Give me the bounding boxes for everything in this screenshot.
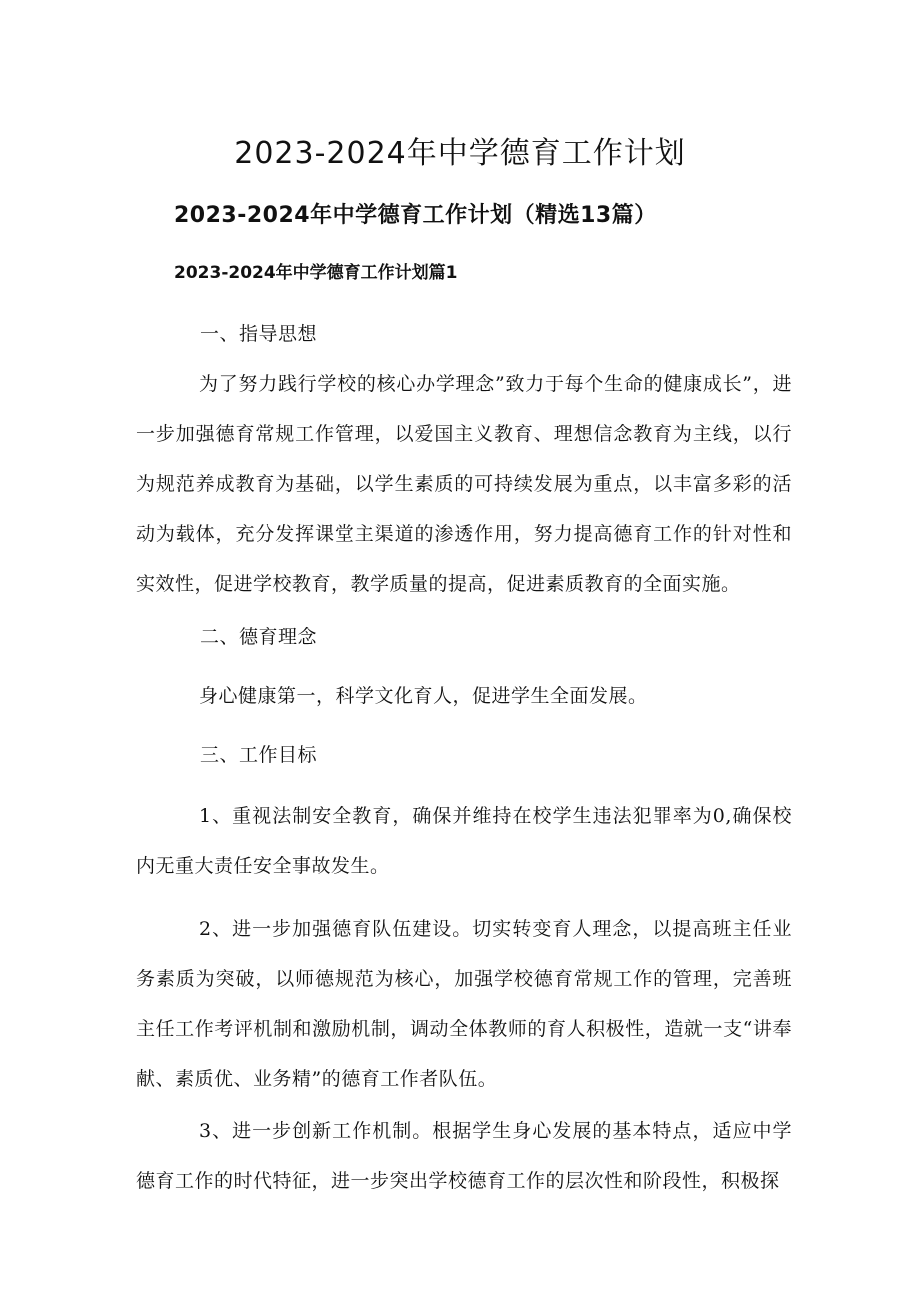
paragraph-goal-1: 1、重视法制安全教育，确保并维持在校学生违法犯罪率为0,确保校内无重大责任安全事故发生。 [136,805,792,877]
heading-work-goals: 三、工作目标 [200,744,318,766]
heading-guiding-ideology: 一、指导思想 [200,323,318,345]
document-title: 2023-2024年中学德育工作计划 [234,136,686,171]
document-subtitle: 2023-2024年中学德育工作计划（精选13篇） [174,203,657,228]
paragraph-goal-3: 3、进一步创新工作机制。根据学生身心发展的基本特点，适应中学德育工作的时代特征，进一步突出学校德育工作的层次性和阶段性，积极探 [136,1120,792,1192]
heading-moral-concept: 二、德育理念 [200,626,318,648]
paragraph-goal-2: 2、进一步加强德育队伍建设。切实转变育人理念，以提高班主任业务素质为突破，以师德规范为核心，加强学校德育常规工作的管理，完善班主任工作考评机制和激励机制，调动全体教师的育人积极性，造就一支“讲奉献、素质优、业务精”的德育工作者队伍。 [136,918,792,1090]
paragraph-guiding-ideology: 为了努力践行学校的核心办学理念”致力于每个生命的健康成长”，进一步加强德育常规工作管理，以爱国主义教育、理想信念教育为主线，以行为规范养成教育为基础，以学生素质的可持续发展为重点，以丰富多彩的活动为载体，充分发挥课堂主渠道的渗透作用，努力提高德育工作的针对性和实效性，促进学校教育，教学质量的提高，促进素质教育的全面实施。 [136,373,792,595]
paragraph-moral-concept: 身心健康第一，科学文化育人，促进学生全面发展。 [199,685,648,707]
section-heading: 2023-2024年中学德育工作计划篇1 [174,263,458,283]
